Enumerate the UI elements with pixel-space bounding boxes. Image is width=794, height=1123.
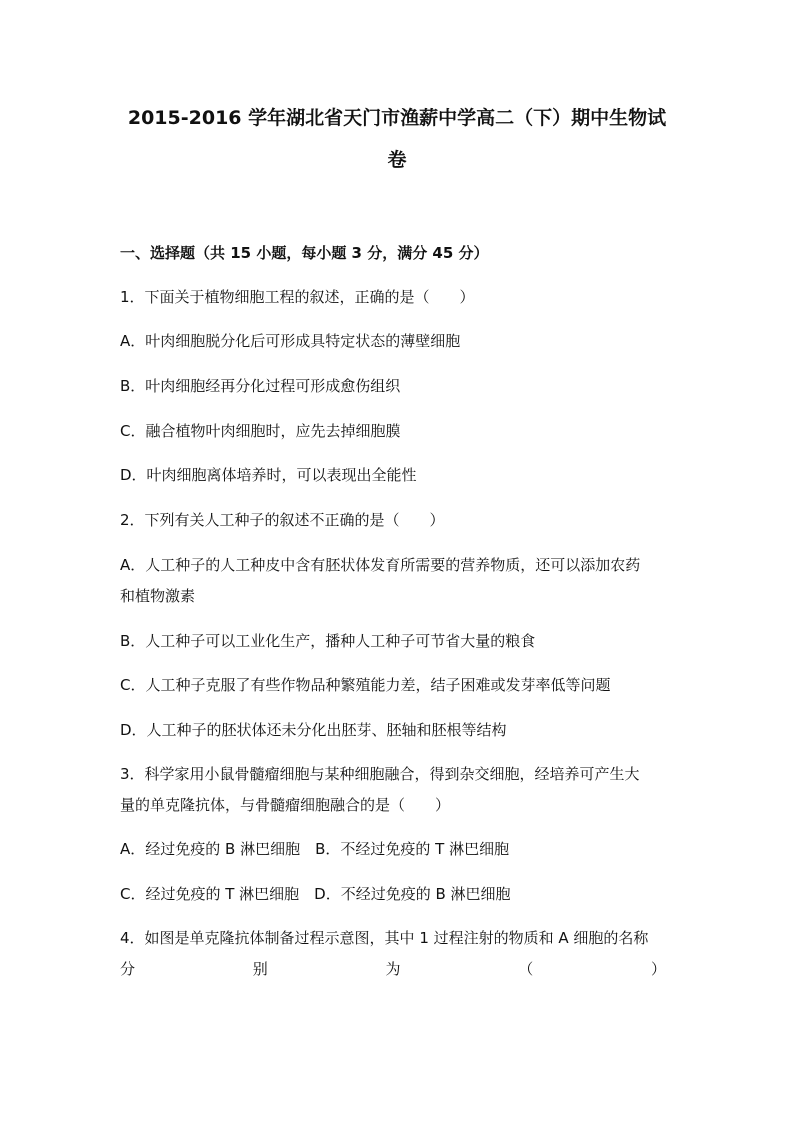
option-b: B．人工种子可以工业化生产，播种人工种子可节省大量的粮食	[120, 632, 536, 650]
question-stem: 2．下列有关人工种子的叙述不正确的是（ ）	[120, 511, 445, 529]
option-d: D．叶肉细胞离体培养时，可以表现出全能性	[120, 466, 417, 484]
question-stem-continued	[120, 958, 666, 980]
option-d: D．人工种子的胚状体还未分化出胚芽、胚轴和胚根等结构	[120, 721, 507, 739]
question-stem-continued: 量的单克隆抗体，与骨髓瘤细胞融合的是（ ）	[120, 796, 451, 814]
answer-bracket-close: ）	[650, 960, 666, 978]
question-stem: 1．下面关于植物细胞工程的叙述，正确的是（ ）	[120, 288, 475, 306]
option-a: A．人工种子的人工种皮中含有胚状体发育所需要的营养物质，还可以添加农药	[120, 556, 641, 574]
option-a-continued: 和植物激素	[120, 587, 196, 605]
option-a: A．叶肉细胞脱分化后可形成具特定状态的薄壁细胞	[120, 332, 461, 350]
option-b: B．叶肉细胞经再分化过程可形成愈伤组织	[120, 377, 401, 395]
options-ab: A．经过免疫的 B 淋巴细胞 B．不经过免疫的 T 淋巴细胞	[120, 840, 510, 858]
page-title-continued: 卷	[387, 149, 407, 171]
section-heading: 一、选择题（共 15 小题，每小题 3 分，满分 45 分）	[120, 244, 489, 262]
option-c: C．人工种子克服了有些作物品种繁殖能力差，结子困难或发芽率低等问题	[120, 676, 611, 694]
answer-bracket-open: （	[518, 960, 534, 978]
option-c: C．融合植物叶肉细胞时，应先去掉细胞膜	[120, 422, 401, 440]
page-title: 2015-2016 学年湖北省天门市渔薪中学高二（下）期中生物试	[127, 107, 667, 129]
stem-char: 为	[385, 960, 401, 978]
stem-char: 别	[252, 960, 268, 978]
question-stem: 3．科学家用小鼠骨髓瘤细胞与某种细胞融合，得到杂交细胞，经培养可产生大	[120, 765, 640, 783]
question-stem: 4．如图是单克隆抗体制备过程示意图，其中 1 过程注射的物质和 A 细胞的名称	[120, 929, 649, 947]
stem-char: 分	[120, 960, 136, 978]
options-cd: C．经过免疫的 T 淋巴细胞 D．不经过免疫的 B 淋巴细胞	[120, 885, 511, 903]
